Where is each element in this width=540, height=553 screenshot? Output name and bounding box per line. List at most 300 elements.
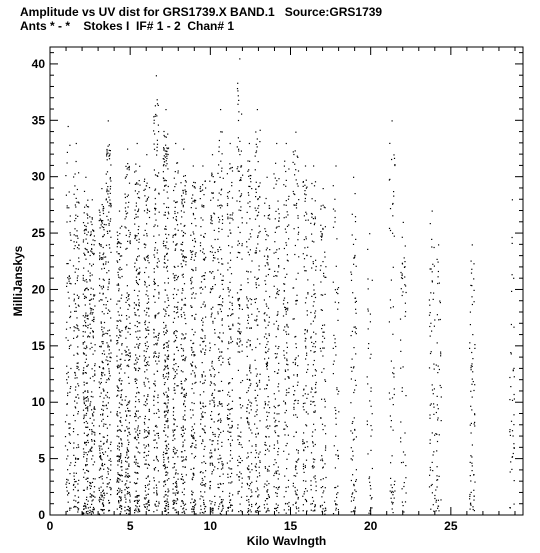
data-point (325, 433, 326, 434)
data-point (471, 352, 472, 353)
data-point (66, 329, 67, 330)
data-point (176, 490, 177, 491)
data-point (295, 169, 296, 170)
data-point (147, 235, 148, 236)
data-point (191, 509, 192, 510)
data-point (305, 338, 306, 339)
data-point (166, 503, 167, 504)
x-tick-label: 20 (363, 519, 378, 533)
data-point (430, 312, 431, 313)
data-point (214, 329, 215, 330)
data-point (181, 293, 182, 294)
data-point (109, 379, 110, 380)
data-point (268, 274, 269, 275)
data-point (139, 166, 140, 167)
data-point (183, 403, 184, 404)
data-point (222, 318, 223, 319)
data-point (227, 205, 228, 206)
data-point (258, 198, 259, 199)
data-point (67, 403, 68, 404)
data-point (200, 345, 201, 346)
data-point (392, 372, 393, 373)
data-point (205, 272, 206, 273)
data-point (107, 313, 108, 314)
data-point (353, 455, 354, 456)
data-point (355, 216, 356, 217)
data-point (302, 496, 303, 497)
data-point (135, 370, 136, 371)
data-point (248, 300, 249, 301)
data-point (143, 235, 144, 236)
data-point (293, 362, 294, 363)
data-point (471, 269, 472, 270)
data-point (256, 428, 257, 429)
data-point (176, 512, 177, 513)
data-point (436, 365, 437, 366)
data-point (267, 351, 268, 352)
data-point (154, 344, 155, 345)
data-point (175, 143, 176, 144)
data-point (390, 491, 391, 492)
data-point (315, 481, 316, 482)
data-point (126, 315, 127, 316)
data-point (437, 283, 438, 284)
data-point (136, 411, 137, 412)
data-point (393, 492, 394, 493)
data-point (88, 232, 89, 233)
data-point (135, 164, 136, 165)
data-point (87, 487, 88, 488)
data-point (194, 383, 195, 384)
data-point (183, 192, 184, 193)
data-point (158, 437, 159, 438)
data-point (473, 490, 474, 491)
data-point (163, 177, 164, 178)
data-point (149, 481, 150, 482)
data-point (403, 222, 404, 223)
data-point (144, 404, 145, 405)
data-point (183, 255, 184, 256)
data-point (157, 340, 158, 341)
data-point (390, 299, 391, 300)
data-point (303, 450, 304, 451)
data-point (287, 214, 288, 215)
data-point (167, 418, 168, 419)
data-point (174, 288, 175, 289)
data-point (109, 397, 110, 398)
data-point (90, 273, 91, 274)
data-point (352, 359, 353, 360)
data-point (118, 492, 119, 493)
data-point (184, 511, 185, 512)
data-point (78, 305, 79, 306)
data-point (393, 191, 394, 192)
data-point (109, 311, 110, 312)
data-point (293, 288, 294, 289)
data-point (471, 492, 472, 493)
data-point (87, 423, 88, 424)
data-point (221, 258, 222, 259)
data-point (121, 470, 122, 471)
data-point (218, 262, 219, 263)
data-point (260, 130, 261, 131)
data-point (298, 227, 299, 228)
data-point (313, 284, 314, 285)
data-point (165, 509, 166, 510)
data-point (174, 509, 175, 510)
data-point (110, 218, 111, 219)
data-point (214, 466, 215, 467)
data-point (93, 332, 94, 333)
data-point (139, 180, 140, 181)
data-point (84, 452, 85, 453)
data-point (144, 423, 145, 424)
data-point (126, 297, 127, 298)
data-point (181, 199, 182, 200)
data-point (99, 220, 100, 221)
data-point (99, 500, 100, 501)
data-point (200, 436, 201, 437)
data-point (218, 313, 219, 314)
data-point (103, 490, 104, 491)
data-point (163, 462, 164, 463)
data-point (101, 372, 102, 373)
data-point (102, 372, 103, 373)
data-point (200, 337, 201, 338)
data-point (101, 409, 102, 410)
data-point (219, 205, 220, 206)
data-point (305, 488, 306, 489)
data-point (138, 299, 139, 300)
data-point (181, 356, 182, 357)
data-point (165, 355, 166, 356)
data-point (67, 283, 68, 284)
data-point (219, 140, 220, 141)
data-point (87, 206, 88, 207)
data-point (137, 193, 138, 194)
data-point (168, 478, 169, 479)
data-point (229, 223, 230, 224)
data-point (305, 499, 306, 500)
data-point (90, 294, 91, 295)
data-point (470, 391, 471, 392)
data-point (267, 177, 268, 178)
data-point (168, 506, 169, 507)
data-point (202, 318, 203, 319)
data-point (285, 402, 286, 403)
data-point (228, 510, 229, 511)
data-point (194, 186, 195, 187)
data-point (155, 105, 156, 106)
data-point (178, 289, 179, 290)
data-point (202, 439, 203, 440)
data-point (211, 366, 212, 367)
data-point (134, 238, 135, 239)
data-point (67, 395, 68, 396)
data-point (307, 330, 308, 331)
data-point (182, 387, 183, 388)
data-point (248, 339, 249, 340)
data-point (129, 422, 130, 423)
data-point (146, 351, 147, 352)
data-point (117, 445, 118, 446)
data-point (108, 353, 109, 354)
data-point (201, 287, 202, 288)
data-point (351, 378, 352, 379)
data-point (91, 439, 92, 440)
data-point (190, 409, 191, 410)
data-point (202, 184, 203, 185)
data-point (120, 321, 121, 322)
data-point (201, 485, 202, 486)
data-point (335, 436, 336, 437)
data-point (136, 240, 137, 241)
data-point (371, 387, 372, 388)
data-point (390, 415, 391, 416)
data-point (103, 263, 104, 264)
data-point (106, 224, 107, 225)
data-point (205, 305, 206, 306)
data-point (353, 347, 354, 348)
data-point (134, 472, 135, 473)
data-point (118, 285, 119, 286)
data-point (401, 462, 402, 463)
data-point (119, 301, 120, 302)
data-point (164, 347, 165, 348)
data-point (101, 257, 102, 258)
data-point (355, 332, 356, 333)
data-point (92, 330, 93, 331)
data-point (314, 360, 315, 361)
data-point (276, 276, 277, 277)
data-point (310, 312, 311, 313)
data-point (251, 229, 252, 230)
data-point (513, 327, 514, 328)
data-point (146, 495, 147, 496)
data-point (293, 485, 294, 486)
data-point (86, 366, 87, 367)
data-point (212, 154, 213, 155)
data-point (513, 278, 514, 279)
data-point (221, 263, 222, 264)
data-point (163, 374, 164, 375)
data-point (394, 490, 395, 491)
data-point (125, 457, 126, 458)
data-point (433, 414, 434, 415)
data-point (472, 334, 473, 335)
data-point (145, 503, 146, 504)
data-point (230, 409, 231, 410)
data-point (394, 388, 395, 389)
data-point (91, 433, 92, 434)
data-point (223, 464, 224, 465)
data-point (393, 430, 394, 431)
data-point (157, 262, 158, 263)
data-point (306, 187, 307, 188)
data-point (127, 365, 128, 366)
data-point (267, 365, 268, 366)
data-point (66, 337, 67, 338)
data-point (102, 204, 103, 205)
data-point (76, 143, 77, 144)
data-point (228, 424, 229, 425)
data-point (129, 410, 130, 411)
data-point (298, 510, 299, 511)
data-point (120, 453, 121, 454)
data-point (181, 250, 182, 251)
data-point (257, 395, 258, 396)
data-point (211, 456, 212, 457)
data-point (268, 325, 269, 326)
data-point (93, 507, 94, 508)
data-point (125, 249, 126, 250)
data-point (177, 331, 178, 332)
data-point (354, 430, 355, 431)
data-point (218, 200, 219, 201)
data-point (124, 226, 125, 227)
data-point (267, 491, 268, 492)
data-point (394, 158, 395, 159)
data-point (210, 464, 211, 465)
data-point (67, 162, 68, 163)
data-point (217, 468, 218, 469)
data-point (164, 301, 165, 302)
data-point (278, 265, 279, 266)
data-point (370, 488, 371, 489)
data-point (100, 455, 101, 456)
data-point (144, 418, 145, 419)
data-point (69, 283, 70, 284)
data-point (165, 157, 166, 158)
data-point (174, 311, 175, 312)
data-point (168, 368, 169, 369)
data-point (138, 248, 139, 249)
data-point (389, 399, 390, 400)
data-point (269, 205, 270, 206)
data-point (353, 366, 354, 367)
data-point (306, 372, 307, 373)
data-point (311, 183, 312, 184)
data-point (105, 297, 106, 298)
data-point (92, 274, 93, 275)
data-point (92, 312, 93, 313)
data-point (108, 469, 109, 470)
data-point (312, 396, 313, 397)
data-point (86, 205, 87, 206)
data-point (315, 375, 316, 376)
data-point (154, 355, 155, 356)
data-point (191, 388, 192, 389)
data-point (144, 350, 145, 351)
data-point (185, 429, 186, 430)
data-point (184, 488, 185, 489)
data-point (240, 432, 241, 433)
data-point (393, 367, 394, 368)
data-point (434, 388, 435, 389)
data-point (400, 319, 401, 320)
data-point (101, 299, 102, 300)
data-point (315, 310, 316, 311)
data-point (211, 192, 212, 193)
data-point (353, 264, 354, 265)
data-point (221, 168, 222, 169)
data-point (137, 331, 138, 332)
data-point (184, 394, 185, 395)
data-point (70, 215, 71, 216)
data-point (297, 385, 298, 386)
data-point (76, 366, 77, 367)
data-point (367, 383, 368, 384)
data-point (157, 313, 158, 314)
data-point (157, 150, 158, 151)
data-point (175, 419, 176, 420)
data-point (472, 444, 473, 445)
data-point (86, 281, 87, 282)
data-point (184, 440, 185, 441)
data-point (232, 378, 233, 379)
data-point (307, 310, 308, 311)
data-point (248, 501, 249, 502)
data-point (120, 456, 121, 457)
data-point (472, 470, 473, 471)
data-point (267, 385, 268, 386)
data-point (222, 153, 223, 154)
data-point (230, 290, 231, 291)
data-point (228, 295, 229, 296)
data-point (232, 212, 233, 213)
data-point (154, 257, 155, 258)
data-point (127, 163, 128, 164)
data-point (278, 448, 279, 449)
data-point (434, 247, 435, 248)
data-point (232, 219, 233, 220)
data-point (119, 402, 120, 403)
data-point (239, 304, 240, 305)
data-point (213, 192, 214, 193)
data-point (215, 284, 216, 285)
data-point (78, 269, 79, 270)
data-point (139, 430, 140, 431)
data-point (334, 221, 335, 222)
data-point (259, 250, 260, 251)
data-point (134, 171, 135, 172)
data-point (474, 496, 475, 497)
data-point (144, 382, 145, 383)
data-point (218, 429, 219, 430)
data-point (256, 182, 257, 183)
data-point (158, 105, 159, 106)
data-point (336, 292, 337, 293)
data-point (259, 382, 260, 383)
data-point (264, 280, 265, 281)
data-point (256, 144, 257, 145)
data-point (126, 426, 127, 427)
data-point (103, 506, 104, 507)
data-point (278, 325, 279, 326)
data-point (230, 267, 231, 268)
data-point (138, 411, 139, 412)
data-point (278, 405, 279, 406)
data-point (106, 308, 107, 309)
data-point (264, 203, 265, 204)
data-point (258, 453, 259, 454)
data-point (110, 340, 111, 341)
data-point (130, 482, 131, 483)
data-point (177, 450, 178, 451)
data-point (269, 317, 270, 318)
data-point (211, 308, 212, 309)
data-point (305, 467, 306, 468)
